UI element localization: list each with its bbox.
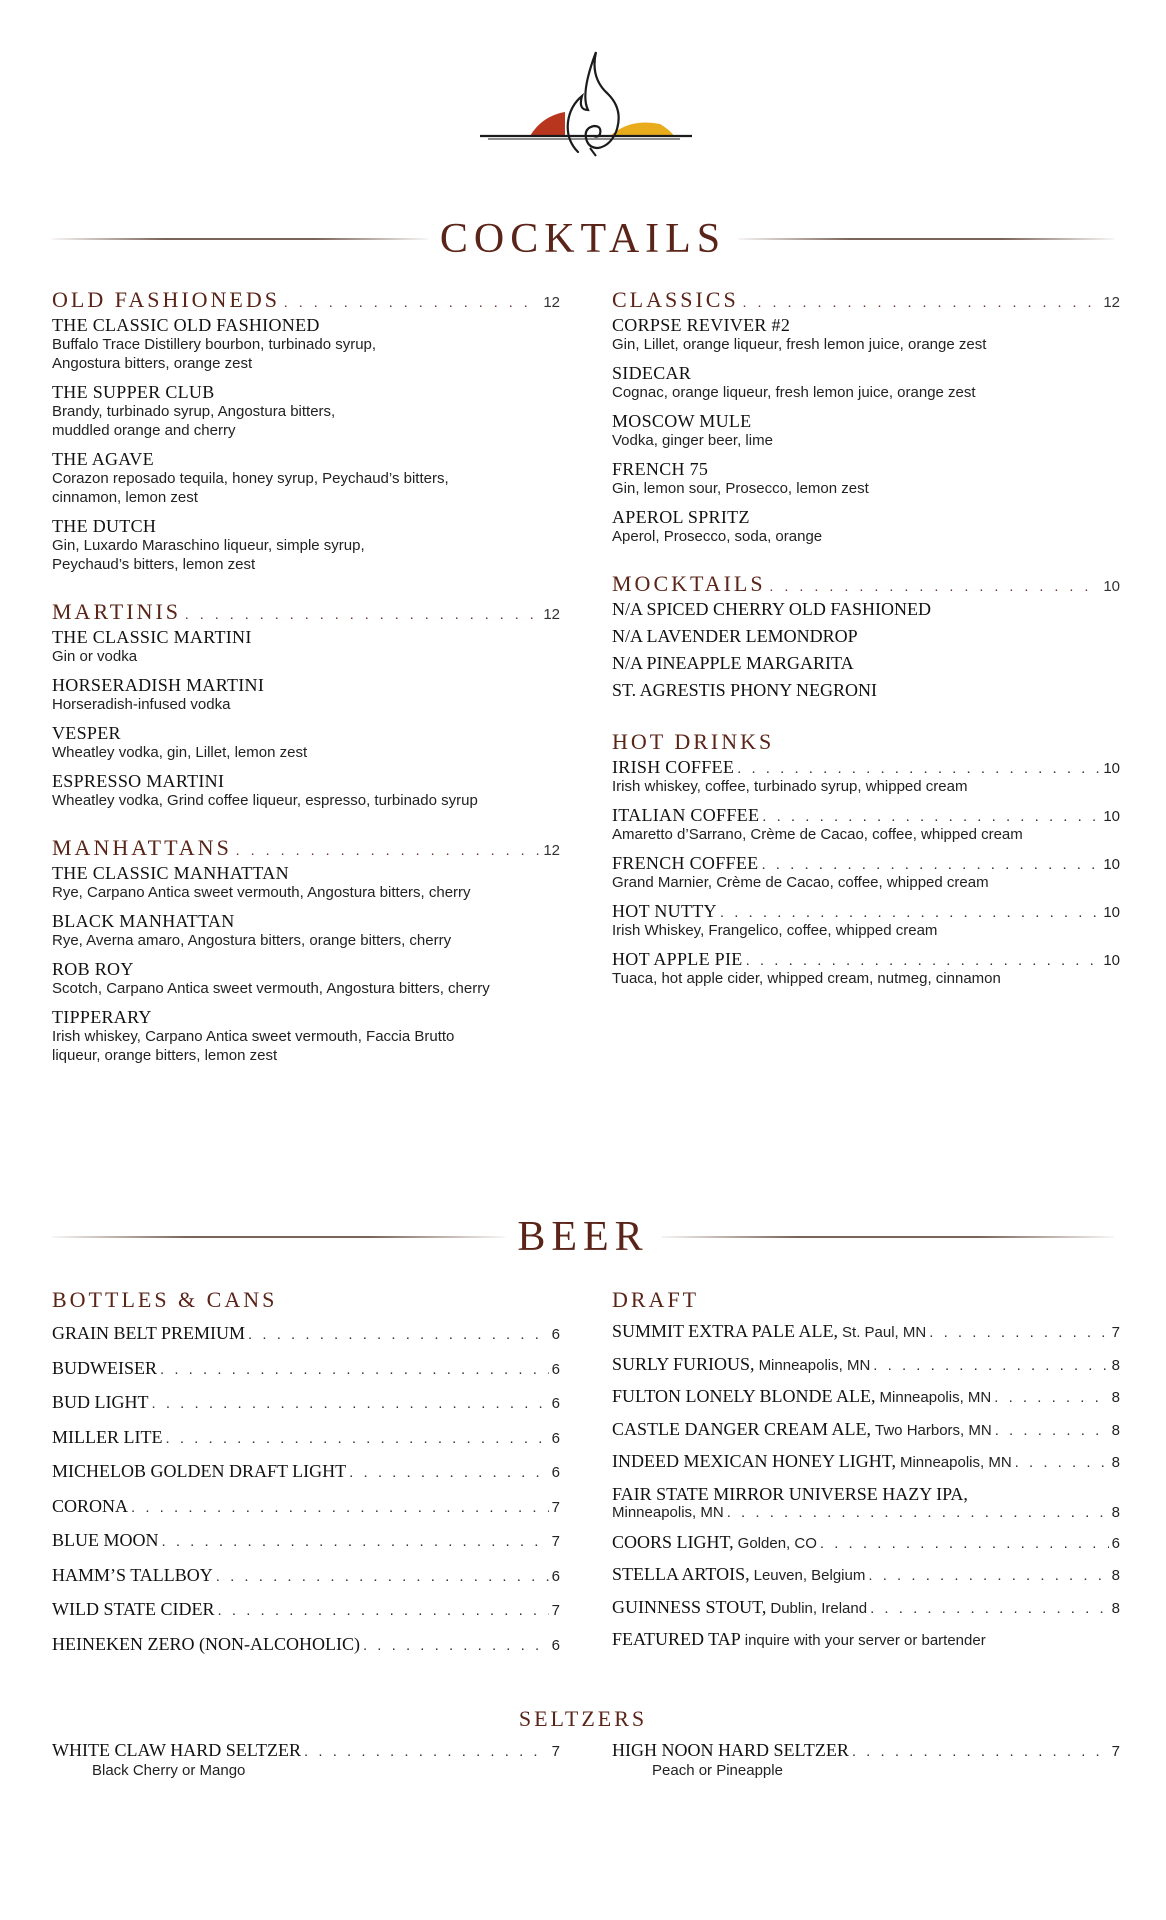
dot-leader xyxy=(994,1389,1108,1406)
item-desc: Wheatley vodka, Grind coffee liqueur, espresso, turbinado syrup xyxy=(52,792,478,809)
item-name: SIDECAR xyxy=(612,363,692,383)
item-name: HOT NUTTY xyxy=(612,901,717,921)
seltzer-flavors: Peach or Pineapple xyxy=(652,1762,783,1779)
item-desc: Gin or vodka xyxy=(52,648,138,665)
menu-item xyxy=(612,757,1120,796)
dot-leader xyxy=(284,296,539,312)
section-name: BOTTLES & CANS xyxy=(52,1287,278,1312)
dot-leader xyxy=(349,1464,549,1481)
beer-name: FULTON LONELY BLONDE ALE, xyxy=(612,1386,876,1406)
item-name: MOSCOW MULE xyxy=(612,411,752,431)
dot-leader xyxy=(761,856,1100,873)
beer-price: 7 xyxy=(1111,1743,1120,1760)
beer-price: 6 xyxy=(551,1360,560,1378)
beer-location: Two Harbors, MN xyxy=(875,1421,992,1439)
beer-price: 8 xyxy=(1111,1421,1120,1439)
item-desc: Tuaca, hot apple cider, whipped cream, nutmeg, cinnamon xyxy=(612,970,1001,987)
menu-item xyxy=(52,863,560,902)
menu-item xyxy=(52,382,560,440)
seltzer-right xyxy=(612,1740,1120,1780)
divider-rule-left xyxy=(52,1236,505,1238)
dot-leader xyxy=(995,1422,1109,1439)
dot-leader xyxy=(870,1600,1109,1617)
beer-price: 6 xyxy=(551,1429,560,1447)
item-price: 10 xyxy=(1103,952,1120,969)
flame-sunrise-logo xyxy=(470,48,702,158)
beer-location: Minneapolis, MN xyxy=(899,1454,1012,1471)
manhattans-heading xyxy=(52,835,560,863)
item-desc: Irish whiskey, coffee, turbinado syrup, whipped cream xyxy=(612,778,968,795)
cocktails-left-column xyxy=(52,287,560,1074)
section-price: 12 xyxy=(543,294,560,311)
beer-row xyxy=(52,1634,560,1669)
beer-row xyxy=(52,1323,560,1358)
beer-location: Minneapolis, MN xyxy=(758,1356,871,1374)
dot-leader xyxy=(131,1499,549,1516)
beer-location: Minneapolis, MN xyxy=(612,1503,724,1521)
beer-row xyxy=(52,1496,560,1531)
item-desc: Vodka, ginger beer, lime xyxy=(612,432,773,449)
item-name: TIPPERARY xyxy=(52,1007,152,1027)
cocktails-right-column xyxy=(612,287,1120,997)
section-name: CLASSICS xyxy=(612,287,739,312)
beer-price: 6 xyxy=(1111,1534,1120,1552)
section-name: MARTINIS xyxy=(52,599,182,624)
dot-leader xyxy=(152,1395,549,1412)
beer-row xyxy=(612,1321,1120,1354)
item-desc: Cognac, orange liqueur, fresh lemon juice, orange zest xyxy=(612,384,976,401)
item-desc: Peychaud’s bitters, lemon zest xyxy=(52,556,256,573)
menu-item xyxy=(612,805,1120,844)
beer-row xyxy=(612,1740,1120,1761)
beer-price: 8 xyxy=(1111,1567,1120,1584)
beer-row xyxy=(52,1461,560,1496)
beer-price: 8 xyxy=(1111,1454,1120,1471)
dot-leader xyxy=(363,1637,549,1654)
beer-price: 8 xyxy=(1111,1389,1120,1406)
beer-location: Minneapolis, MN xyxy=(879,1389,992,1406)
item-desc: Gin, lemon sour, Prosecco, lemon zest xyxy=(612,480,869,497)
item-desc: Grand Marnier, Crème de Cacao, coffee, whipped cream xyxy=(612,874,989,891)
beer-row xyxy=(52,1427,560,1462)
beer-name: CORONA xyxy=(52,1495,129,1516)
mocktail-item: N/A LAVENDER LEMONDROP xyxy=(612,626,858,646)
bottles-column xyxy=(52,1287,560,1668)
item-desc: Corazon reposado tequila, honey syrup, Peychaud’s bitters, xyxy=(52,470,449,487)
dot-leader xyxy=(720,904,1100,921)
beer-row xyxy=(52,1740,560,1761)
dot-leader xyxy=(746,952,1101,969)
beer-price: 8 xyxy=(1111,1356,1120,1374)
seltzer-left xyxy=(52,1740,560,1780)
beer-name: FAIR STATE MIRROR UNIVERSE HAZY IPA, xyxy=(612,1483,968,1504)
beer-price: 6 xyxy=(551,1395,560,1412)
dot-leader xyxy=(185,608,539,624)
menu-item xyxy=(52,516,560,574)
divider-rule-right xyxy=(738,238,1114,240)
menu-item xyxy=(52,723,560,762)
beer-price: 7 xyxy=(551,1498,560,1516)
item-desc: Rye, Carpano Antica sweet vermouth, Angostura bitters, cherry xyxy=(52,884,471,901)
item-desc: muddled orange and cherry xyxy=(52,422,236,439)
beer-price: 8 xyxy=(1111,1503,1120,1521)
dot-leader xyxy=(1015,1454,1109,1471)
item-desc: Rye, Averna amaro, Angostura bitters, orange bitters, cherry xyxy=(52,932,452,949)
item-name: THE CLASSIC MARTINI xyxy=(52,627,252,647)
item-desc: Irish Whiskey, Frangelico, coffee, whipped cream xyxy=(612,922,938,939)
beer-row xyxy=(612,1484,1120,1532)
menu-item xyxy=(612,949,1120,988)
item-name: THE DUTCH xyxy=(52,516,157,536)
beer-location: Leuven, Belgium xyxy=(753,1567,866,1584)
menu-item xyxy=(52,1007,560,1065)
menu-item xyxy=(612,363,1120,402)
beer-row xyxy=(52,1530,560,1565)
item-desc: Buffalo Trace Distillery bourbon, turbinado syrup, xyxy=(52,336,377,353)
martinis-heading xyxy=(52,599,560,627)
item-desc: Gin, Lillet, orange liqueur, fresh lemon juice, orange zest xyxy=(612,336,987,353)
item-desc: Gin, Luxardo Maraschino liqueur, simple syrup, xyxy=(52,537,365,554)
dot-leader xyxy=(873,1357,1108,1374)
beer-title: BEER xyxy=(517,1214,649,1260)
beer-price: 6 xyxy=(551,1326,560,1343)
section-name: OLD FASHIONEDS xyxy=(52,287,280,312)
beer-name: INDEED MEXICAN HONEY LIGHT, xyxy=(612,1451,896,1471)
menu-item xyxy=(612,853,1120,892)
featured-tap-row xyxy=(612,1629,1120,1662)
item-name: BLACK MANHATTAN xyxy=(52,911,235,931)
dot-leader xyxy=(304,1743,549,1760)
menu-item xyxy=(52,959,560,998)
beer-price: 7 xyxy=(551,1743,560,1760)
beer-location: Golden, CO xyxy=(737,1534,817,1552)
cocktails-title: COCKTAILS xyxy=(439,216,727,262)
dot-leader xyxy=(162,1533,549,1550)
item-name: HORSERADISH MARTINI xyxy=(52,675,265,695)
beer-row xyxy=(52,1358,560,1393)
beer-name: BUDWEISER xyxy=(52,1357,157,1378)
dot-leader xyxy=(160,1361,549,1378)
mocktail-item: N/A PINEAPPLE MARGARITA xyxy=(612,653,854,673)
divider-rule-right xyxy=(661,1236,1114,1238)
dot-leader xyxy=(820,1535,1109,1552)
beer-row xyxy=(612,1419,1120,1452)
dot-leader xyxy=(929,1324,1108,1341)
menu-item xyxy=(52,771,560,810)
draft-heading xyxy=(612,1287,1120,1315)
item-desc: Horseradish-infused vodka xyxy=(52,696,231,713)
beer-price: 7 xyxy=(551,1602,560,1619)
beer-name: WHITE CLAW HARD SELTZER xyxy=(52,1740,302,1760)
beer-price: 6 xyxy=(551,1464,560,1481)
beer-row xyxy=(52,1599,560,1634)
dot-leader xyxy=(248,1326,549,1343)
classics-heading xyxy=(612,287,1120,315)
seltzer-flavors: Black Cherry or Mango xyxy=(92,1762,246,1779)
item-name: FRENCH COFFEE xyxy=(612,853,759,873)
section-name: MANHATTANS xyxy=(52,835,232,860)
item-desc: Wheatley vodka, gin, Lillet, lemon zest xyxy=(52,744,308,761)
menu-item xyxy=(52,627,560,666)
beer-price: 6 xyxy=(551,1567,560,1585)
dot-leader xyxy=(770,580,1100,596)
beer-name: GRAIN BELT PREMIUM xyxy=(52,1323,246,1343)
beer-name: SUMMIT EXTRA PALE ALE, xyxy=(612,1321,839,1341)
beer-name: HEINEKEN ZERO (NON-ALCOHOLIC) xyxy=(52,1633,360,1654)
beer-row xyxy=(612,1386,1120,1419)
beer-name: BUD LIGHT xyxy=(52,1392,149,1412)
beer-name: SURLY FURIOUS, xyxy=(612,1353,755,1374)
mocktail-item: ST. AGRESTIS PHONY NEGRONI xyxy=(612,680,878,700)
item-name: CORPSE REVIVER #2 xyxy=(612,315,791,335)
menu-item xyxy=(612,459,1120,498)
featured-note: inquire with your server or bartender xyxy=(744,1632,986,1649)
section-price: 10 xyxy=(1103,578,1120,595)
dot-leader xyxy=(868,1567,1108,1584)
dot-leader xyxy=(165,1430,548,1447)
mocktails-heading xyxy=(612,571,1120,599)
section-price: 12 xyxy=(543,842,560,859)
beer-row xyxy=(52,1565,560,1600)
item-name: THE SUPPER CLUB xyxy=(52,382,215,402)
dot-leader xyxy=(737,760,1100,777)
menu-item xyxy=(52,315,560,373)
item-price: 10 xyxy=(1103,760,1120,777)
dot-leader xyxy=(852,1743,1109,1760)
beer-row xyxy=(612,1354,1120,1387)
hot-drinks-heading xyxy=(612,729,1120,757)
menu-item xyxy=(612,901,1120,940)
old-fashioneds-heading xyxy=(52,287,560,315)
beer-location: St. Paul, MN xyxy=(842,1324,927,1341)
section-name: MOCKTAILS xyxy=(612,571,766,596)
dot-leader xyxy=(236,844,540,860)
item-name: ROB ROY xyxy=(52,959,134,979)
item-desc: Amaretto d’Sarrano, Crème de Cacao, coffee, whipped cream xyxy=(612,826,1023,843)
beer-price: 7 xyxy=(551,1533,560,1550)
item-name: THE CLASSIC MANHATTAN xyxy=(52,863,289,883)
beer-row xyxy=(612,1597,1120,1630)
item-name: APEROL SPRITZ xyxy=(612,507,750,527)
beer-name: MILLER LITE xyxy=(52,1426,163,1447)
menu-item xyxy=(52,911,560,950)
divider-rule-left xyxy=(52,238,428,240)
dot-leader xyxy=(216,1568,549,1585)
item-name: IRISH COFFEE xyxy=(612,757,735,777)
beer-row xyxy=(612,1532,1120,1565)
beer-name: BLUE MOON xyxy=(52,1530,159,1550)
item-name: VESPER xyxy=(52,723,121,743)
item-desc: liqueur, orange bitters, lemon zest xyxy=(52,1047,278,1064)
beer-row xyxy=(612,1564,1120,1597)
menu-item xyxy=(612,315,1120,354)
item-desc: Scotch, Carpano Antica sweet vermouth, Angostura bitters, cherry xyxy=(52,980,490,997)
beer-name: WILD STATE CIDER xyxy=(52,1599,215,1619)
dot-leader xyxy=(762,808,1100,825)
dot-leader xyxy=(727,1504,1109,1521)
mocktail-item: N/A SPICED CHERRY OLD FASHIONED xyxy=(612,599,932,619)
menu-item xyxy=(612,507,1120,546)
item-name: THE CLASSIC OLD FASHIONED xyxy=(52,315,320,335)
bottles-heading xyxy=(52,1287,560,1315)
section-price: 12 xyxy=(543,606,560,623)
cocktails-divider xyxy=(52,218,1114,260)
menu-item xyxy=(612,411,1120,450)
beer-row xyxy=(612,1451,1120,1484)
item-desc: Brandy, turbinado syrup, Angostura bitters, xyxy=(52,403,336,420)
beer-name: FEATURED TAP xyxy=(612,1629,741,1649)
beer-location: Dublin, Ireland xyxy=(770,1599,868,1617)
item-desc: Angostura bitters, orange zest xyxy=(52,355,253,372)
seltzers-heading: SELTZERS xyxy=(518,1706,648,1731)
dot-leader xyxy=(743,296,1100,312)
item-name: ITALIAN COFFEE xyxy=(612,805,760,825)
beer-name: MICHELOB GOLDEN DRAFT LIGHT xyxy=(52,1461,347,1481)
beer-name: HAMM’S TALLBOY xyxy=(52,1564,213,1585)
menu-item xyxy=(52,449,560,507)
beer-name: GUINNESS STOUT, xyxy=(612,1596,767,1617)
item-price: 10 xyxy=(1103,904,1120,921)
beer-price: 7 xyxy=(1111,1324,1120,1341)
item-price: 10 xyxy=(1103,808,1120,825)
dot-leader xyxy=(218,1602,549,1619)
beer-price: 8 xyxy=(1111,1599,1120,1617)
item-name: THE AGAVE xyxy=(52,449,154,469)
beer-name: CASTLE DANGER CREAM ALE, xyxy=(612,1418,872,1439)
beer-name: COORS LIGHT, xyxy=(612,1531,734,1552)
section-price: 12 xyxy=(1103,294,1120,311)
menu-item xyxy=(52,675,560,714)
section-name: DRAFT xyxy=(612,1287,700,1312)
item-desc: Irish whiskey, Carpano Antica sweet vermouth, Faccia Brutto xyxy=(52,1028,455,1045)
beer-name: STELLA ARTOIS, xyxy=(612,1564,750,1584)
item-name: HOT APPLE PIE xyxy=(612,949,743,969)
item-name: FRENCH 75 xyxy=(612,459,709,479)
item-desc: cinnamon, lemon zest xyxy=(52,489,198,506)
beer-row xyxy=(52,1392,560,1427)
item-price: 10 xyxy=(1103,856,1120,873)
draft-column xyxy=(612,1287,1120,1662)
item-desc: Aperol, Prosecco, soda, orange xyxy=(612,528,823,545)
beer-divider xyxy=(52,1216,1114,1258)
beer-price: 6 xyxy=(551,1636,560,1654)
beer-name: HIGH NOON HARD SELTZER xyxy=(612,1740,849,1760)
item-name: ESPRESSO MARTINI xyxy=(52,771,225,791)
section-name: HOT DRINKS xyxy=(612,729,775,754)
